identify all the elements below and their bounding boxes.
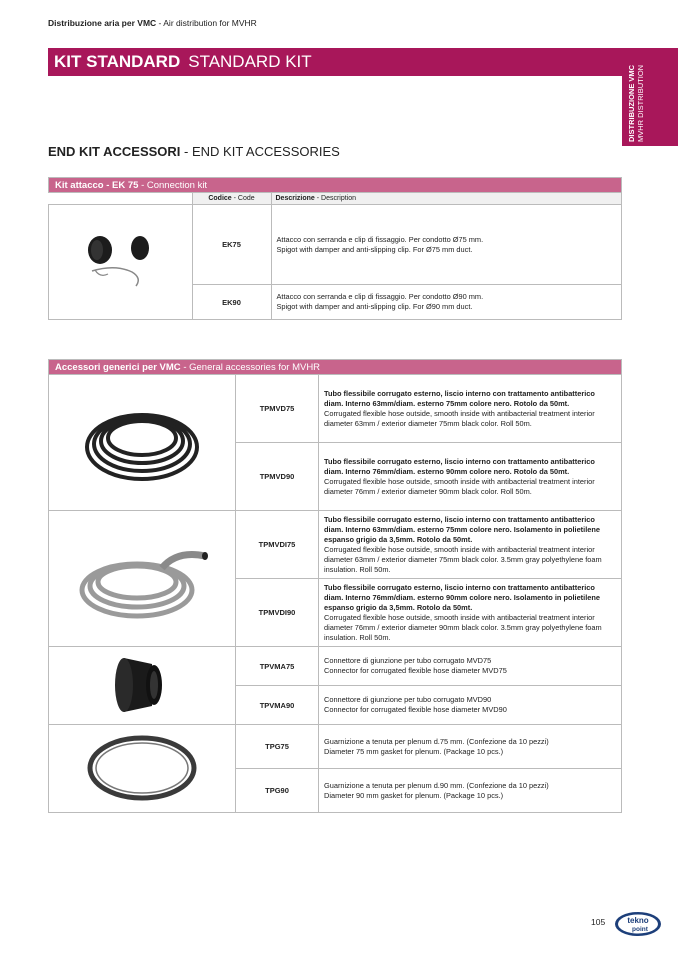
product-code: EK90 <box>192 285 271 320</box>
product-description: Tubo flessibile corrugato esterno, liscio interno con trattamento antibatterico diam. Interno 63mm/diam. esterno 75mm colore nero. Rotolo da 50mt. Corrugated flexible hose outside, smooth inside with antibacterial treatment interior diameter 63mm / exterior diameter 75mm black color. Roll 50m. <box>319 375 622 443</box>
product-description: Connettore di giunzione per tubo corrugato MVD75 Connector for corrugated flexible hose diameter MVD75 <box>319 647 622 686</box>
product-code: TPMVDI90 <box>236 579 319 647</box>
product-description: Connettore di giunzione per tubo corrugato MVD90 Connector for corrugated flexible hose diameter MVD90 <box>319 686 622 725</box>
product-image-gasket <box>49 725 236 813</box>
logo-text-tekno: tekno <box>627 916 649 925</box>
running-header: Distribuzione aria per VMC - Air distribution for MVHR <box>48 18 257 28</box>
banner-title-it: KIT STANDARD <box>54 52 181 71</box>
column-header-code: Codice - Code <box>192 193 271 205</box>
table-row <box>49 647 622 686</box>
product-code: TPVMA90 <box>236 686 319 725</box>
teknopoint-logo <box>614 911 662 942</box>
side-tab-text: DISTRIBUZIONE VMC MVHR DISTRIBUTION <box>627 64 645 142</box>
product-image <box>49 205 193 320</box>
logo-text-point: point <box>632 926 648 933</box>
page-number: 105 <box>591 917 606 927</box>
product-description: Attacco con serranda e clip di fissaggio. Per condotto Ø75 mm. Spigot with damper and anti-slipping clip. For Ø75 mm duct. <box>271 205 622 285</box>
table-header: Kit attacco - EK 75 - Connection kit <box>49 178 622 193</box>
product-code: TPG90 <box>236 769 319 813</box>
table-row <box>49 205 622 285</box>
product-description: Attacco con serranda e clip di fissaggio. Per condotto Ø90 mm. Spigot with damper and anti-slipping clip. For Ø90 mm duct. <box>271 285 622 320</box>
product-image-black-hose <box>49 375 236 511</box>
product-image-insulated-hose <box>49 511 236 647</box>
product-description: Tubo flessibile corrugato esterno, liscio interno con trattamento antibatterico diam. Interno 76mm/diam. esterno 90mm colore nero. Rotolo da 50mt. Corrugated flexible hose outside, smooth inside with antibacterial treatment interior diameter 76mm / exterior diameter 90mm black color. Roll 50m. <box>319 443 622 511</box>
product-description: Tubo flessibile corrugato esterno, liscio interno con trattamento antibatterico diam. Interno 76mm/diam. esterno 90mm colore nero. Isolamento in polietilene espanso grigio da 3,5mm. Rotolo da 50mt. Corrugated flexible hose outside, smooth inside with antibacterial treatment interior diameter 76mm / exterior diameter 90mm black color. 3.5mm gray polyethylene foam insulation. Roll 50m. <box>319 579 622 647</box>
table-row <box>49 511 622 579</box>
product-description: Tubo flessibile corrugato esterno, liscio interno con trattamento antibatterico diam. Interno 63mm/diam. esterno 75mm colore nero. Isolamento in polietilene espanso grigio da 3,5mm. Rotolo da 50mt. Corrugated flexible hose outside, smooth inside with antibacterial treatment interior diameter 63mm / exterior diameter 75mm black color. 3.5mm gray polyethylene foam insulation. Roll 50m. <box>319 511 622 579</box>
table-header: Accessori generici per VMC - General accessories for MVHR <box>49 360 622 375</box>
product-code: TPVMA75 <box>236 647 319 686</box>
table-row <box>49 375 622 443</box>
product-code: TPMVD90 <box>236 443 319 511</box>
page-banner <box>48 48 622 76</box>
general-accessories-table <box>48 359 622 813</box>
product-code: TPMVDI75 <box>236 511 319 579</box>
section-title: END KIT ACCESSORI - END KIT ACCESSORIES <box>48 144 340 159</box>
product-description: Guarnizione a tenuta per plenum d.75 mm. (Confezione da 10 pezzi) Diameter 75 mm gasket for plenum. (Package 10 pcs.) <box>319 725 622 769</box>
table-row <box>49 725 622 769</box>
column-header-description: Descrizione - Description <box>271 193 622 205</box>
product-code: TPG75 <box>236 725 319 769</box>
product-description: Guarnizione a tenuta per plenum d.90 mm. (Confezione da 10 pezzi) Diameter 90 mm gasket for plenum. (Package 10 pcs.) <box>319 769 622 813</box>
connection-kit-table <box>48 177 622 320</box>
banner-title-en: STANDARD KIT <box>188 52 312 71</box>
product-code: EK75 <box>192 205 271 285</box>
product-code: TPMVD75 <box>236 375 319 443</box>
product-image-connector <box>49 647 236 725</box>
